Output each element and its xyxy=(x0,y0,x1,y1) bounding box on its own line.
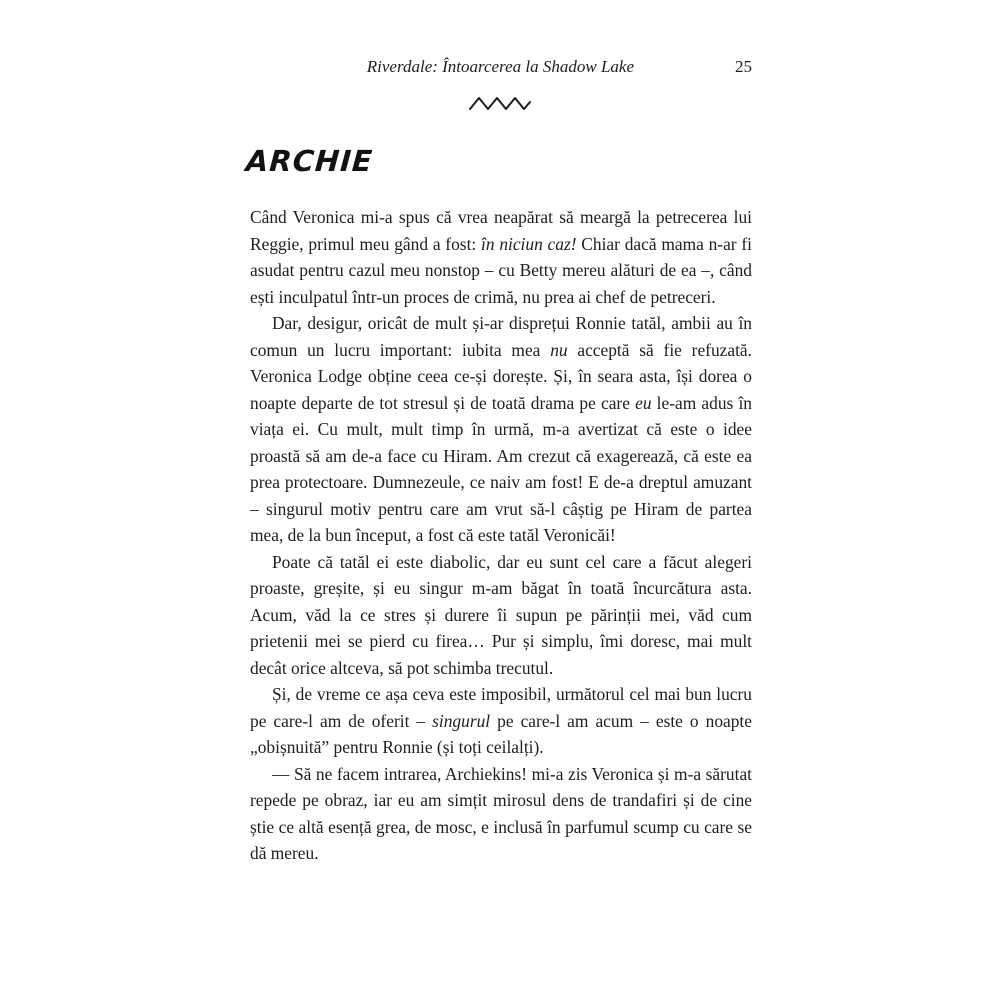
italic-run: singurul xyxy=(432,710,491,731)
chapter-body xyxy=(250,204,752,867)
text-run: acceptă să fie refuzată. Veronica Lodge obține ceea ce-și dorește. Și, în seara asta, își dorea o noapte departe de tot stresul și de toată drama pe care xyxy=(250,339,752,413)
paragraph xyxy=(250,310,752,549)
running-header xyxy=(250,55,752,79)
text-run: Dar, desigur, oricât de mult și-ar disprețui Ronnie tatăl, ambii au în comun un lucru important: iubita mea xyxy=(250,313,752,360)
text-run: Când Veronica mi-a spus că vrea neapărat să meargă la petrecerea lui Reggie, primul meu gând a fost: xyxy=(250,207,752,254)
italic-run: nu xyxy=(550,339,568,360)
text-run: Și, de vreme ce așa ceva este imposibil, următorul cel mai bun lucru pe care-l am de oferit – xyxy=(250,684,752,731)
text-run: le-am adus în viața ei. Cu mult, mult timp în urmă, m-a avertizat că este o idee proastă să am de-a face cu Hiram. Am crezut că exagerează, că este ea prea protectoare. Dumnezeule, ce naiv am fost! E de-a dreptul amuzant – singurul motiv pentru care am vrut să-l câștig pe Hiram de partea mea, de la bun început, a fost că este tatăl Veronicăi! xyxy=(250,392,752,545)
text-run: Chiar dacă mama n-ar fi asudat pentru cazul meu nonstop – cu Betty mereu alături de ea –, când ești inculpatul într-un proces de crimă, nu prea ai chef de petreceri. xyxy=(250,233,752,307)
text-run: Poate că tatăl ei este diabolic, dar eu sunt cel care a făcut alegeri proaste, greșite, și eu singur m-am băgat în toată încurcătura asta. Acum, văd la ce stres și durere îi supun pe părinții mei, văd cum prietenii mei se pierd cu firea… Pur și simplu, îmi doresc, mai mult decât orice altceva, să pot schimba trecutul. xyxy=(250,551,752,678)
text-run: — Să ne facem intrarea, Archiekins! mi-a zis Veronica și m-a sărutat repede pe obraz, iar eu am simțit mirosul dens de trandafiri și de cine știe ce altă esență grea, de mosc, e inclusă în parfumul scump cu care se dă mereu. xyxy=(250,763,752,863)
chapter-title: ARCHIE xyxy=(244,144,375,178)
paragraph xyxy=(250,681,752,761)
italic-run: în niciun caz! xyxy=(481,233,577,254)
page-number: 25 xyxy=(735,57,752,76)
paragraph xyxy=(250,549,752,682)
paragraph xyxy=(250,204,752,310)
text-run: pe care-l am acum – este o noapte „obișnuită” pentru Ronnie (și toți ceilalți). xyxy=(250,710,752,757)
running-title: Riverdale: Întoarcerea la Shadow Lake xyxy=(366,57,634,76)
italic-run: eu xyxy=(635,392,652,413)
paragraph xyxy=(250,761,752,867)
wave-ornament-icon xyxy=(468,94,532,112)
